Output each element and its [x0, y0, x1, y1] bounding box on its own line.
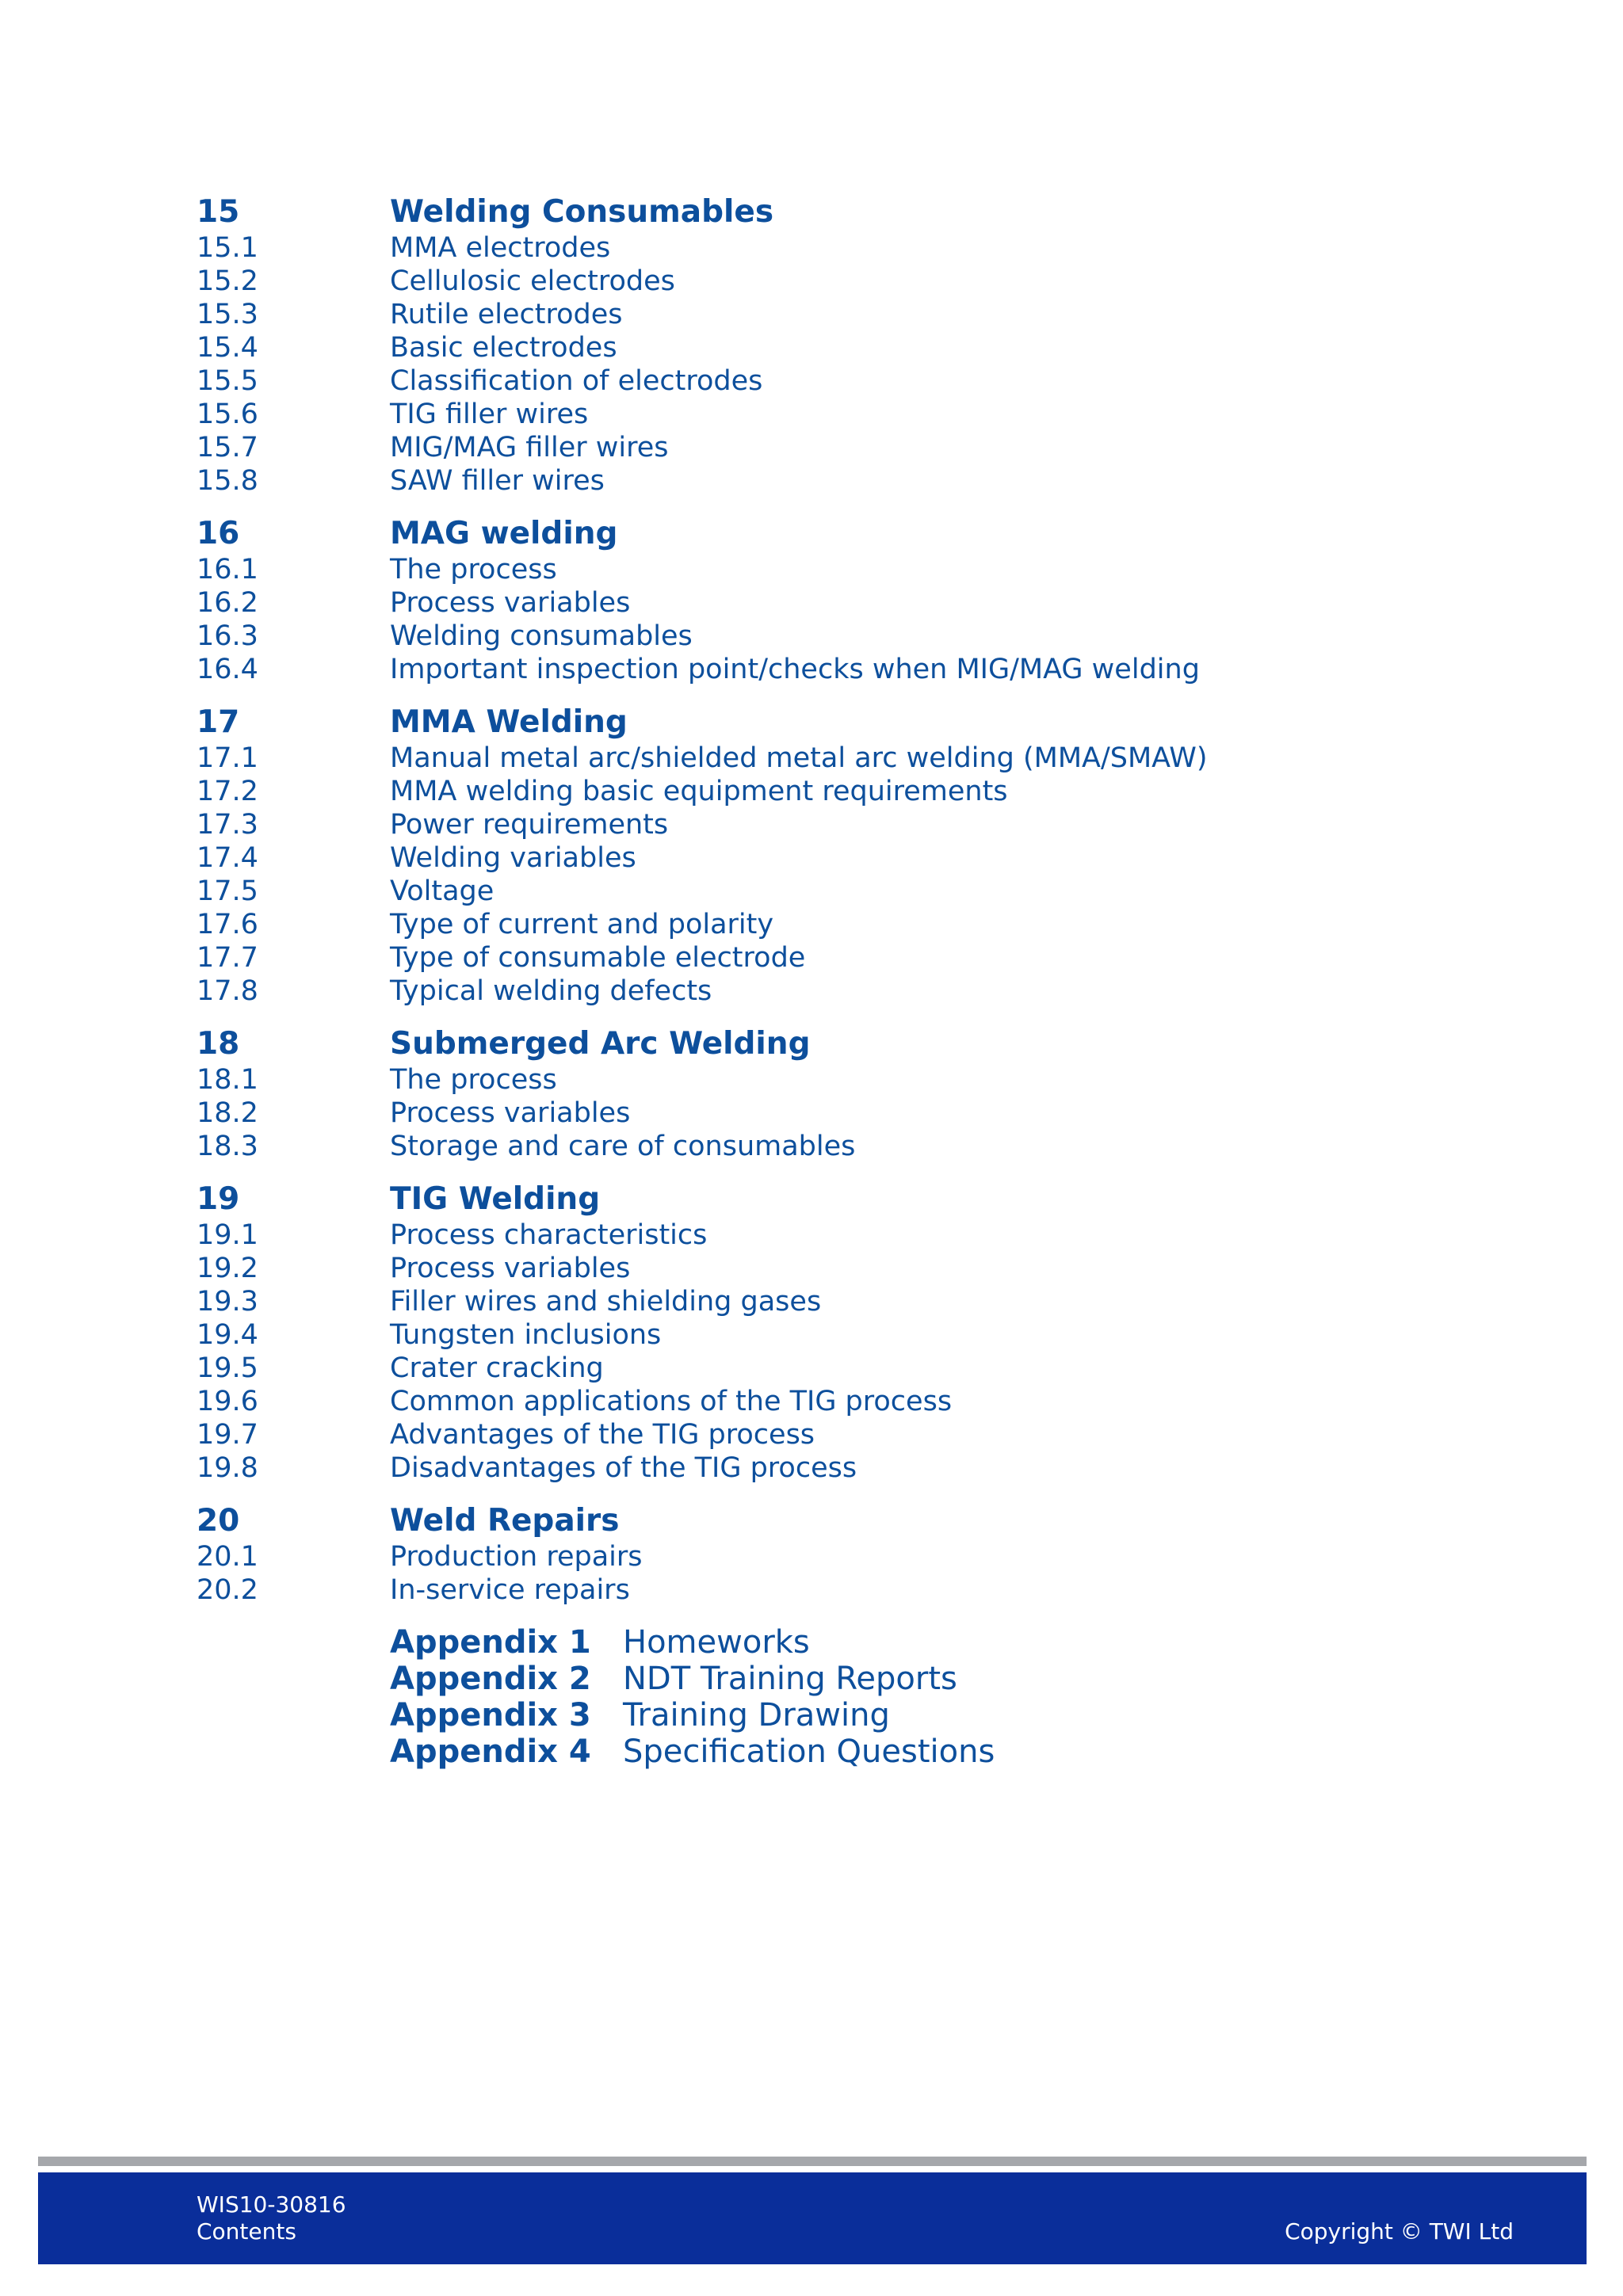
footer-doc-info	[197, 2191, 346, 2245]
item-label: MMA welding basic equipment requirements	[390, 776, 1008, 807]
footer-section-name: Contents	[197, 2218, 296, 2245]
item-label: Rutile electrodes	[390, 299, 623, 330]
toc-section-16	[197, 515, 1583, 686]
appendix-label: Appendix 4	[390, 1733, 591, 1770]
toc-item[interactable]	[197, 1285, 1583, 1318]
item-number: 17.3	[197, 809, 258, 841]
item-label: Welding consumables	[390, 620, 693, 652]
appendix-label: Appendix 2	[390, 1661, 591, 1697]
section-title: Welding Consumables	[390, 194, 774, 230]
item-number: 19.8	[197, 1452, 258, 1484]
item-label: Cellulosic electrodes	[390, 265, 675, 297]
item-label: Type of current and polarity	[390, 909, 774, 940]
item-number: 15.1	[197, 232, 258, 264]
appendix-title: Training Drawing	[623, 1697, 890, 1733]
item-number: 17.6	[197, 909, 258, 940]
item-number: 18.1	[197, 1064, 258, 1096]
item-label: The process	[390, 1064, 557, 1096]
toc-item[interactable]	[197, 742, 1583, 775]
item-number: 17.2	[197, 776, 258, 807]
footer-doc-code: WIS10-30816	[197, 2191, 346, 2218]
toc-item[interactable]	[197, 1318, 1583, 1352]
item-number: 16.3	[197, 620, 258, 652]
item-number: 19.2	[197, 1253, 258, 1284]
item-label: Disadvantages of the TIG process	[390, 1452, 857, 1484]
item-label: Process characteristics	[390, 1219, 708, 1251]
appendix-title: Specification Questions	[623, 1733, 995, 1770]
toc-item[interactable]	[197, 1418, 1583, 1451]
section-number: 18	[197, 1026, 240, 1062]
section-title: Submerged Arc Welding	[390, 1026, 811, 1062]
item-number: 15.7	[197, 432, 258, 463]
toc-item[interactable]	[197, 1097, 1583, 1130]
toc-item[interactable]	[197, 775, 1583, 808]
item-number: 15.5	[197, 365, 258, 397]
section-heading[interactable]	[197, 193, 1583, 231]
section-heading[interactable]	[197, 1180, 1583, 1219]
item-number: 18.2	[197, 1097, 258, 1129]
toc-item[interactable]	[197, 298, 1583, 331]
toc-item[interactable]	[197, 1540, 1583, 1573]
toc-item[interactable]	[197, 974, 1583, 1008]
item-number: 16.2	[197, 587, 258, 619]
item-number: 17.5	[197, 875, 258, 907]
section-number: 19	[197, 1181, 240, 1217]
footer-divider	[38, 2157, 1587, 2166]
section-title: Weld Repairs	[390, 1503, 620, 1539]
item-label: Storage and care of consumables	[390, 1131, 856, 1162]
appendix-item[interactable]	[390, 1624, 995, 1661]
item-label: Tungsten inclusions	[390, 1319, 662, 1351]
section-heading[interactable]	[197, 515, 1583, 553]
toc-item[interactable]	[197, 620, 1583, 653]
toc-item[interactable]	[197, 941, 1583, 974]
toc-item[interactable]	[197, 1352, 1583, 1385]
item-label: Basic electrodes	[390, 332, 617, 364]
section-number: 17	[197, 704, 240, 740]
toc-item[interactable]	[197, 1130, 1583, 1163]
item-label: Process variables	[390, 587, 631, 619]
item-number: 15.6	[197, 399, 258, 430]
item-label: MIG/MAG filler wires	[390, 432, 669, 463]
item-number: 17.1	[197, 742, 258, 774]
toc-item[interactable]	[197, 1451, 1583, 1485]
item-number: 19.5	[197, 1352, 258, 1384]
item-label: TIG filler wires	[390, 399, 589, 430]
section-title: MMA Welding	[390, 704, 628, 740]
appendix-list	[390, 1624, 995, 1770]
toc-item[interactable]	[197, 1385, 1583, 1418]
item-label: Crater cracking	[390, 1352, 604, 1384]
toc-item[interactable]	[197, 1063, 1583, 1097]
toc-section-19	[197, 1180, 1583, 1485]
toc-item[interactable]	[197, 1573, 1583, 1607]
item-label: Typical welding defects	[390, 975, 712, 1007]
toc-item[interactable]	[197, 331, 1583, 364]
item-label: SAW filler wires	[390, 465, 605, 497]
item-number: 16.4	[197, 654, 258, 685]
item-number: 19.4	[197, 1319, 258, 1351]
section-number: 20	[197, 1503, 240, 1539]
toc-item[interactable]	[197, 231, 1583, 265]
toc-item[interactable]	[197, 841, 1583, 875]
item-label: MMA electrodes	[390, 232, 611, 264]
item-label: Power requirements	[390, 809, 669, 841]
toc-item[interactable]	[197, 586, 1583, 620]
item-number: 15.4	[197, 332, 258, 364]
footer-copyright: Copyright © TWI Ltd	[1285, 2218, 1514, 2245]
appendix-item[interactable]	[390, 1697, 995, 1733]
item-number: 20.1	[197, 1541, 258, 1573]
item-number: 19.1	[197, 1219, 258, 1251]
item-label: Advantages of the TIG process	[390, 1419, 815, 1451]
toc-item[interactable]	[197, 1252, 1583, 1285]
item-label: Important inspection point/checks when MIG/MAG welding	[390, 654, 1200, 685]
appendix-title: Homeworks	[623, 1624, 810, 1661]
section-heading[interactable]	[197, 1502, 1583, 1540]
section-number: 16	[197, 516, 240, 551]
appendix-item[interactable]	[390, 1661, 995, 1697]
toc-item[interactable]	[197, 398, 1583, 431]
toc-section-15	[197, 193, 1583, 498]
item-number: 19.6	[197, 1386, 258, 1417]
item-label: Process variables	[390, 1097, 631, 1129]
item-number: 19.7	[197, 1419, 258, 1451]
table-of-contents	[197, 193, 1583, 1624]
toc-item[interactable]	[197, 808, 1583, 841]
toc-section-20	[197, 1502, 1583, 1607]
toc-item[interactable]	[197, 553, 1583, 586]
item-label: Type of consumable electrode	[390, 942, 806, 974]
toc-item[interactable]	[197, 1219, 1583, 1252]
section-heading[interactable]	[197, 704, 1583, 742]
item-label: Welding variables	[390, 842, 636, 874]
toc-item[interactable]	[197, 464, 1583, 498]
appendix-label: Appendix 3	[390, 1697, 591, 1733]
page-footer	[38, 2172, 1587, 2264]
item-number: 20.2	[197, 1574, 258, 1606]
toc-item[interactable]	[197, 908, 1583, 941]
item-label: Filler wires and shielding gases	[390, 1286, 822, 1318]
item-number: 18.3	[197, 1131, 258, 1162]
item-label: The process	[390, 554, 557, 585]
section-number: 15	[197, 194, 240, 230]
item-number: 16.1	[197, 554, 258, 585]
appendix-label: Appendix 1	[390, 1624, 591, 1661]
item-number: 15.3	[197, 299, 258, 330]
item-number: 17.8	[197, 975, 258, 1007]
toc-item[interactable]	[197, 653, 1583, 686]
item-label: Manual metal arc/shielded metal arc welding (MMA/SMAW)	[390, 742, 1208, 774]
section-heading[interactable]	[197, 1025, 1583, 1063]
toc-item[interactable]	[197, 431, 1583, 464]
item-number: 17.4	[197, 842, 258, 874]
toc-section-18	[197, 1025, 1583, 1163]
item-number: 19.3	[197, 1286, 258, 1318]
item-label: In-service repairs	[390, 1574, 630, 1606]
item-label: Common applications of the TIG process	[390, 1386, 953, 1417]
section-title: MAG welding	[390, 516, 618, 551]
item-label: Classification of electrodes	[390, 365, 763, 397]
item-label: Production repairs	[390, 1541, 643, 1573]
item-number: 15.8	[197, 465, 258, 497]
toc-section-17	[197, 704, 1583, 1008]
item-number: 15.2	[197, 265, 258, 297]
section-title: TIG Welding	[390, 1181, 601, 1217]
item-number: 17.7	[197, 942, 258, 974]
item-label: Process variables	[390, 1253, 631, 1284]
appendix-item[interactable]	[390, 1733, 995, 1770]
appendix-title: NDT Training Reports	[623, 1661, 957, 1697]
toc-item[interactable]	[197, 875, 1583, 908]
toc-item[interactable]	[197, 364, 1583, 398]
toc-item[interactable]	[197, 265, 1583, 298]
item-label: Voltage	[390, 875, 495, 907]
